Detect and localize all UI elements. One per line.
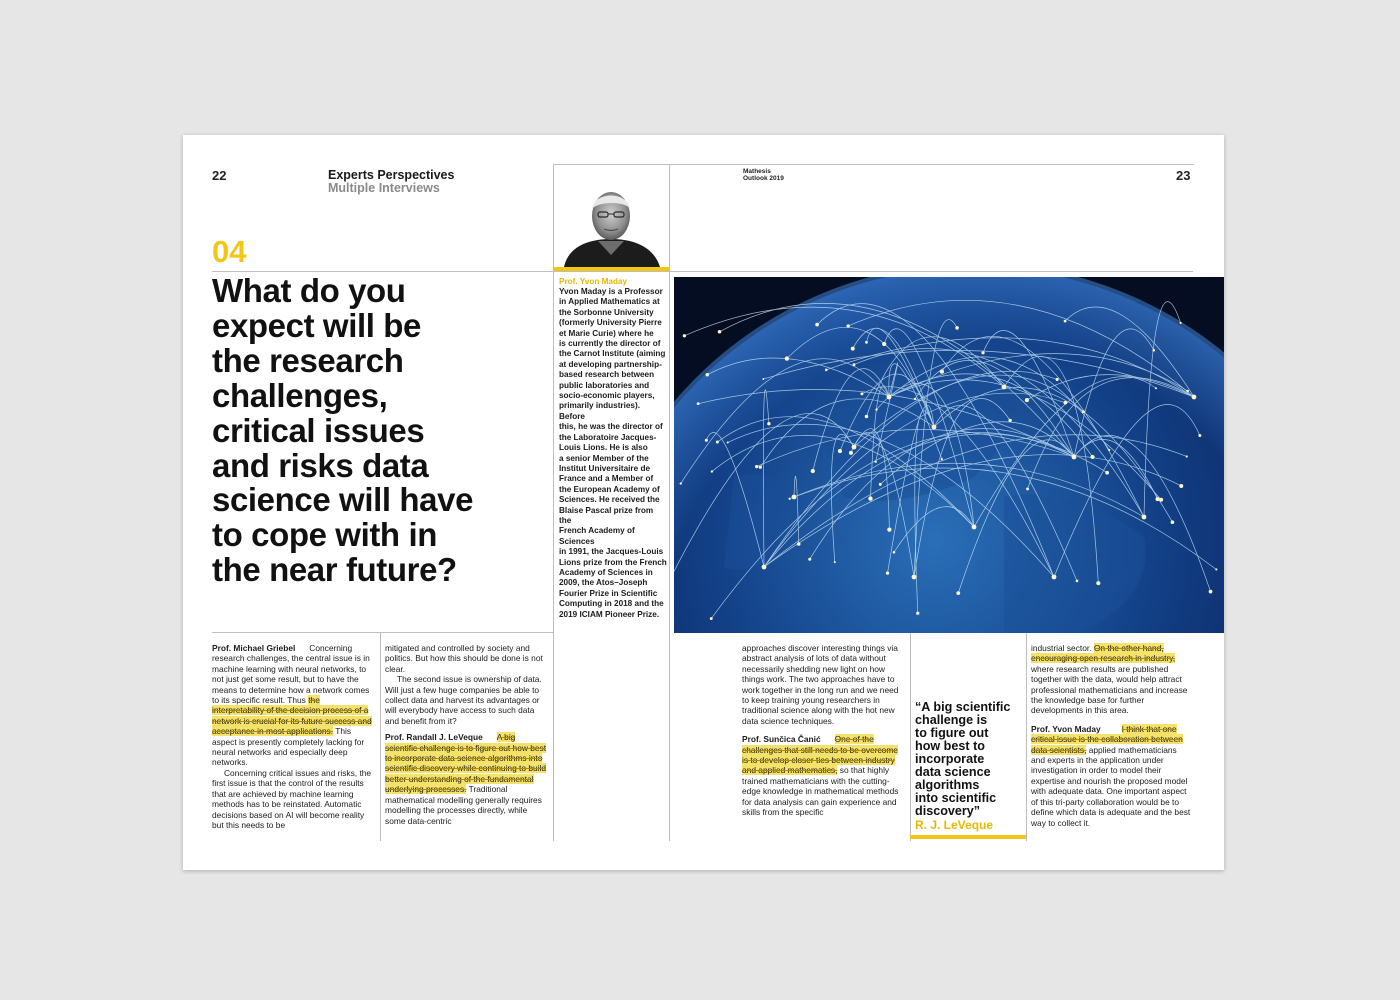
- pull-quote-line: discovery”: [915, 804, 981, 818]
- question-line: science will have: [212, 481, 474, 519]
- city-light: [792, 495, 797, 500]
- city-light: [1179, 484, 1183, 488]
- city-light: [834, 561, 836, 563]
- city-light: [886, 571, 889, 574]
- city-light: [815, 323, 819, 327]
- city-light: [1209, 590, 1213, 594]
- city-light: [811, 469, 815, 473]
- city-light: [847, 324, 850, 327]
- bio-line: Louis Lions. He is also: [559, 443, 648, 453]
- canic-paragraph-2: [1031, 643, 1193, 716]
- pull-quote-line: incorporate: [915, 752, 985, 766]
- question-line: the research: [212, 341, 404, 379]
- city-light: [1056, 378, 1059, 381]
- pull-quote-line: data science: [915, 765, 991, 779]
- bio-line: a senior Member of the: [559, 453, 649, 463]
- pull-quote-accent-bar: [910, 835, 1026, 839]
- speaker-name: Prof. Randall J. LeVeque: [385, 732, 483, 743]
- city-light: [1008, 419, 1011, 422]
- city-light: [849, 451, 853, 455]
- portrait-accent-bar: [554, 267, 669, 271]
- city-light: [1026, 487, 1029, 490]
- bio-line: Academy of Sciences in: [559, 567, 653, 577]
- speaker-name: Prof. Yvon Maday: [1031, 723, 1101, 734]
- bio-line: in 1991, the Jacques-Louis: [559, 547, 664, 557]
- bio-line: Fourier Prize in Scientific: [559, 588, 658, 598]
- city-light: [727, 441, 729, 443]
- bio-line: et Marie Curie) where he: [559, 328, 654, 338]
- city-light: [697, 402, 700, 405]
- bio-text: [559, 287, 667, 620]
- city-light: [705, 439, 708, 442]
- city-light: [789, 498, 791, 500]
- city-light: [1180, 322, 1182, 324]
- griebel-paragraph-3: mitigated and controlled by society and politics. But how this should be done is not clear.: [385, 643, 543, 674]
- city-light: [1156, 497, 1160, 501]
- text-run: so that highly trained mathematicians with the cutting-edge knowledge in mathematical methods for data analysis can gain experience and skills from the specific: [742, 765, 899, 818]
- bio-line: Lions prize from the French: [559, 557, 667, 567]
- question-number: 04: [212, 234, 247, 269]
- griebel-paragraph-4: The second issue is ownership of data. Will just a few huge companies be able to collect data and harvest its advantages or will everybody have access to such data and benefit from it?: [385, 674, 542, 726]
- pull-quote-line: how best to: [915, 739, 985, 753]
- top-rule-right: [553, 164, 1194, 165]
- city-light: [1215, 568, 1217, 570]
- city-light: [767, 422, 770, 425]
- bio-line: (formerly University Pierre: [559, 318, 662, 328]
- bio-line: Blaise Pascal prize from the: [559, 505, 654, 525]
- pull-quote-author: R. J. LeVeque: [915, 818, 994, 832]
- magazine-title-line1: Mathesis: [743, 168, 771, 175]
- highlighted-text: A big scientific challenge is to figure out how best to incorporate data science algorithms into scientific discovery while continuing to build better understanding of the fundamental underlying processes.: [385, 732, 547, 795]
- bio-line: Computing in 2018 and the: [559, 599, 664, 609]
- city-light: [785, 356, 789, 360]
- bio-line: primarily industries). Before: [559, 401, 640, 421]
- city-light: [711, 470, 713, 472]
- city-light: [797, 542, 801, 546]
- column-2: [385, 643, 547, 826]
- column-divider: [1026, 632, 1027, 841]
- city-light: [1171, 520, 1175, 524]
- text-run: where research results are published together with the data, would help attract professional mathematicians and increase the knowledge base for further developments in this area.: [1031, 663, 1188, 716]
- city-light: [762, 378, 764, 380]
- pull-quote-line: algorithms: [915, 778, 980, 792]
- highlighted-text: the interpretability of the decision process of a network is crucial for its future success and acceptance in most applications.: [212, 695, 372, 737]
- city-light: [1105, 471, 1109, 475]
- city-light: [916, 612, 919, 615]
- city-light: [893, 551, 896, 554]
- city-light: [1155, 387, 1157, 389]
- text-run: industrial sector.: [1031, 643, 1094, 653]
- city-light: [1076, 579, 1079, 582]
- globe-network-image: [674, 277, 1224, 633]
- bio-line: is currently the director of: [559, 339, 661, 349]
- pull-quote-line: challenge is: [915, 713, 988, 727]
- city-light: [1064, 401, 1068, 405]
- city-light: [1082, 410, 1085, 413]
- city-light: [759, 466, 762, 469]
- city-light: [852, 445, 857, 450]
- city-light: [718, 330, 722, 334]
- leveque-paragraph-1: [385, 732, 547, 826]
- question-line: critical issues: [212, 411, 425, 449]
- city-light: [851, 347, 855, 351]
- pull-quote-line: into scientific: [915, 791, 997, 805]
- city-light: [706, 373, 709, 376]
- city-light: [762, 565, 767, 570]
- portrait-illustration: [554, 185, 669, 267]
- maday-paragraph-1: [1031, 724, 1193, 828]
- question-line: expect will be: [212, 306, 421, 344]
- portrait-photo: [554, 185, 669, 267]
- city-light: [1108, 449, 1110, 451]
- question-bottom-rule: [212, 632, 553, 633]
- question-line: the near future?: [212, 551, 457, 589]
- pull-quote-line: to figure out: [915, 726, 989, 740]
- city-light: [1096, 581, 1100, 585]
- column-4: [1031, 643, 1193, 828]
- bio-line: Yvon Maday is a Professor: [559, 287, 663, 296]
- city-light: [853, 363, 856, 366]
- city-light: [1052, 575, 1057, 580]
- magazine-title: [743, 168, 784, 182]
- bio-line: in Applied Mathematics at: [559, 297, 660, 307]
- text-run: This aspect is presently completely lacking for neural networks and especially deep networks.: [212, 726, 365, 768]
- question-line: and risks data: [212, 446, 429, 484]
- city-light: [865, 341, 868, 344]
- question-heading: [212, 274, 552, 588]
- question-line: What do you: [212, 272, 406, 309]
- bio-block: [559, 277, 667, 620]
- city-light: [825, 369, 828, 372]
- pull-quote: [915, 701, 1023, 832]
- speaker-name: Prof. Michael Griebel: [212, 643, 296, 653]
- pull-quote-line: “A big scientific: [915, 700, 1011, 714]
- question-line: to cope with in: [212, 516, 437, 554]
- city-light: [875, 408, 877, 410]
- bio-line: the Carnot Institute (aiming: [559, 349, 666, 359]
- city-light: [1153, 349, 1156, 352]
- canic-paragraph-1: [742, 734, 904, 817]
- city-light: [868, 496, 872, 500]
- globe-illustration: [674, 277, 1224, 633]
- city-light: [981, 351, 984, 354]
- column-1: [212, 643, 372, 830]
- highlighted-text: I think that one critical issue is the collaboration between data scientists,: [1031, 723, 1183, 755]
- city-light: [914, 398, 916, 400]
- bio-line: the European Academy of: [559, 484, 660, 494]
- city-light: [1025, 398, 1029, 402]
- column-divider: [669, 164, 670, 841]
- bio-line: French Academy of Sciences: [559, 526, 635, 546]
- highlighted-text: On the other hand, encouraging open research in industry,: [1031, 643, 1176, 664]
- city-light: [879, 483, 882, 486]
- column-divider: [380, 632, 381, 841]
- city-light: [1186, 390, 1189, 393]
- city-light: [1186, 455, 1188, 457]
- bio-line: 2009, the Atos–Joseph: [559, 578, 648, 588]
- bio-line: the Laboratoire Jacques-: [559, 432, 657, 442]
- city-light: [912, 575, 917, 580]
- city-light: [683, 334, 686, 337]
- city-light: [1002, 385, 1007, 390]
- griebel-paragraph-1: [212, 643, 372, 768]
- city-light: [941, 458, 943, 460]
- bio-name: Prof. Yvon Maday: [559, 277, 628, 286]
- text-run: Traditional mathematical modelling generally requires modelling the processes directly, while some data-centric: [385, 784, 542, 826]
- bio-line: public laboratories and: [559, 380, 650, 390]
- leveque-paragraph-2: approaches discover interesting things via abstract analysis of lots of data without necessarily shedding new light on how things work. The two approaches have to work together in the long run and we need to keep training young researchers in traditional science along with the hot new data science techniques.: [742, 643, 899, 726]
- right-page-number: 23: [1176, 168, 1191, 183]
- city-light: [1192, 395, 1197, 400]
- city-light: [1198, 434, 1201, 437]
- bio-line: France and a Member of: [559, 474, 654, 484]
- bio-line: Institut Universitaire de: [559, 463, 650, 473]
- city-light: [755, 465, 758, 468]
- city-light: [1072, 455, 1077, 460]
- city-light: [882, 342, 886, 346]
- city-light: [680, 482, 682, 484]
- bio-line: Sciences. He received the: [559, 495, 660, 505]
- city-light: [865, 415, 868, 418]
- city-light: [887, 395, 892, 400]
- column-divider: [910, 632, 911, 841]
- bio-line: based research between: [559, 370, 655, 380]
- griebel-paragraph-2: Concerning critical issues and risks, the first issue is that the control of the results that are achieved by machine learning methods has to be reinstated. Automatic decisions based on AI will become reality but this needs to be: [212, 767, 372, 830]
- section-title: Experts Perspectives: [328, 168, 455, 182]
- column-3: [742, 643, 904, 818]
- magazine-title-line2: Outlook 2019: [743, 175, 784, 182]
- city-light: [932, 425, 937, 430]
- magazine-spread: [183, 135, 1224, 870]
- city-light: [1090, 455, 1094, 459]
- text-run: applied mathematicians and experts in the application under investigation in order to model their expertise and nourish the proposed model with adequate data. One important aspect of this tri-party collaboration would be to define which data is adequate and the best way to collect it.: [1031, 744, 1191, 828]
- city-light: [874, 461, 876, 463]
- bio-line: socio-economic players,: [559, 391, 655, 401]
- city-light: [860, 392, 863, 395]
- city-light: [710, 617, 713, 620]
- section-subtitle: Multiple Interviews: [328, 181, 440, 195]
- speaker-name: Prof. Sunčica Čanić: [742, 734, 821, 745]
- highlighted-text: One of the challenges that still needs to be overcome is to develop closer ties between industry and applied mathematics,: [742, 734, 898, 776]
- city-light: [956, 591, 960, 595]
- city-light: [808, 558, 811, 561]
- city-light: [1064, 320, 1067, 323]
- city-light: [887, 527, 891, 531]
- bio-line: this, he was the director of: [559, 422, 663, 432]
- question-line: challenges,: [212, 376, 388, 414]
- city-light: [972, 525, 977, 530]
- left-page-number: 22: [212, 168, 227, 183]
- city-light: [1142, 515, 1147, 520]
- city-light: [940, 369, 944, 373]
- city-light: [716, 441, 719, 444]
- text-run: Concerning research challenges, the central issue is in machine learning with neural networks, to not just get some result, but to have the means to determine how a network comes to its specific result. Thus: [212, 643, 370, 706]
- city-light: [955, 326, 959, 330]
- city-light: [838, 449, 842, 453]
- pull-quote-text: [915, 701, 1023, 818]
- bio-line: 2019 ICIAM Pioneer Prize.: [559, 609, 660, 619]
- bio-line: the Sorbonne University: [559, 307, 654, 317]
- bio-line: at developing partnership-: [559, 359, 662, 369]
- city-light: [1159, 498, 1163, 502]
